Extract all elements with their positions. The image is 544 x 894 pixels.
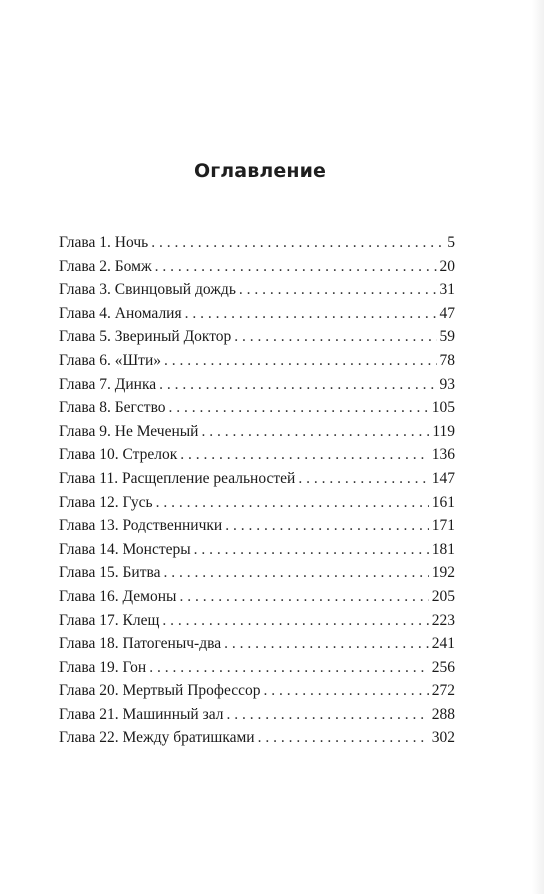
dot-leader: [298, 467, 428, 491]
chapter-title: Глава 19. Гон: [59, 658, 147, 676]
dot-leader: [234, 325, 436, 349]
dot-leader: [239, 278, 437, 302]
chapter-title: Глава 6. «Шти»: [59, 351, 161, 369]
chapter-title: Глава 13. Родственнички: [59, 517, 223, 535]
page-number: 171: [431, 517, 455, 535]
page-number: 205: [431, 587, 455, 605]
dot-leader: [194, 538, 429, 562]
chapter-title: Глава 3. Свинцовый дождь: [59, 281, 236, 299]
toc-entry: [59, 467, 455, 491]
page-edge-shadow: [532, 0, 544, 894]
dot-leader: [225, 514, 429, 538]
chapter-title: Глава 1. Ночь: [59, 234, 149, 251]
page-number: 93: [439, 375, 455, 393]
toc-entry: [59, 373, 455, 397]
toc-title: Оглавление: [194, 159, 326, 182]
page-number: 119: [432, 422, 455, 440]
chapter-title: Глава 20. Мертвый Профессор: [59, 682, 261, 700]
dot-leader: [156, 491, 429, 515]
dot-leader: [179, 585, 428, 609]
page-number: 241: [431, 635, 455, 653]
dot-leader: [164, 561, 429, 585]
toc-entry: [59, 561, 455, 585]
chapter-title: Глава 2. Бомж: [59, 257, 152, 275]
chapter-title: Глава 14. Монстеры: [59, 540, 191, 558]
chapter-title: Глава 18. Патогеныч-два: [59, 635, 222, 653]
dot-leader: [169, 396, 429, 420]
chapter-title: Глава 15. Битва: [59, 564, 161, 582]
chapter-title: Глава 17. Клещ: [59, 611, 160, 629]
chapter-title: Глава 21. Машинный зал: [59, 705, 224, 723]
toc-entry: [59, 349, 455, 373]
toc-entry: [59, 726, 455, 750]
table-of-contents: [59, 231, 455, 750]
toc-entry: [59, 514, 455, 538]
page-number: 105: [431, 399, 455, 417]
toc-entry: [59, 325, 455, 349]
toc-entry: [59, 396, 455, 420]
dot-leader: [162, 609, 428, 633]
page-number: 78: [439, 351, 455, 369]
toc-entry: [59, 491, 455, 515]
dot-leader: [149, 656, 429, 680]
dot-leader: [258, 726, 429, 750]
toc-entry: [59, 255, 455, 279]
dot-leader: [263, 679, 428, 703]
toc-entry: [59, 609, 455, 633]
page-number: 59: [439, 328, 455, 346]
toc-entry: [59, 656, 455, 680]
toc-entry: [59, 420, 455, 444]
page-number: 302: [431, 729, 455, 747]
dot-leader: [180, 443, 428, 467]
toc-entry: [59, 703, 455, 727]
page-number: 223: [431, 611, 455, 629]
page-number: 136: [431, 446, 455, 464]
toc-entry: [59, 632, 455, 656]
chapter-title: Глава 11. Расщепление реальностей: [59, 469, 296, 487]
dot-leader: [185, 302, 437, 326]
chapter-title: Глава 10. Стрелок: [59, 446, 178, 464]
toc-entry: [59, 538, 455, 562]
page-number: 272: [431, 682, 455, 700]
toc-entry: [59, 231, 455, 255]
dot-leader: [226, 703, 428, 727]
page-number: 288: [431, 705, 455, 723]
page-number: 256: [431, 658, 455, 676]
dot-leader: [164, 349, 437, 373]
toc-entry: [59, 278, 455, 302]
page-number: 181: [431, 540, 455, 558]
chapter-title: Глава 9. Не Меченый: [59, 422, 199, 440]
dot-leader: [155, 255, 437, 279]
chapter-title: Глава 8. Бегство: [59, 399, 166, 417]
page-number: 192: [431, 564, 455, 582]
chapter-title: Глава 12. Гусь: [59, 493, 153, 511]
chapter-title: Глава 16. Демоны: [59, 587, 177, 605]
chapter-title: Глава 22. Между братишками: [59, 729, 255, 747]
chapter-title: Глава 4. Аномалия: [59, 304, 182, 322]
page-number: 31: [439, 281, 455, 299]
dot-leader: [224, 632, 429, 656]
dot-leader: [201, 420, 429, 444]
page-number: 147: [431, 469, 455, 487]
page-number: 161: [431, 493, 455, 511]
dot-leader: [159, 373, 436, 397]
page-number: 47: [439, 304, 455, 322]
chapter-title: Глава 7. Динка: [59, 375, 157, 393]
toc-entry: [59, 302, 455, 326]
page-number: 5: [447, 234, 455, 251]
toc-entry: [59, 679, 455, 703]
toc-entry: [59, 585, 455, 609]
chapter-title: Глава 5. Звериный Доктор: [59, 328, 232, 346]
page-number: 20: [439, 257, 455, 275]
toc-entry: [59, 443, 455, 467]
dot-leader: [151, 231, 444, 255]
